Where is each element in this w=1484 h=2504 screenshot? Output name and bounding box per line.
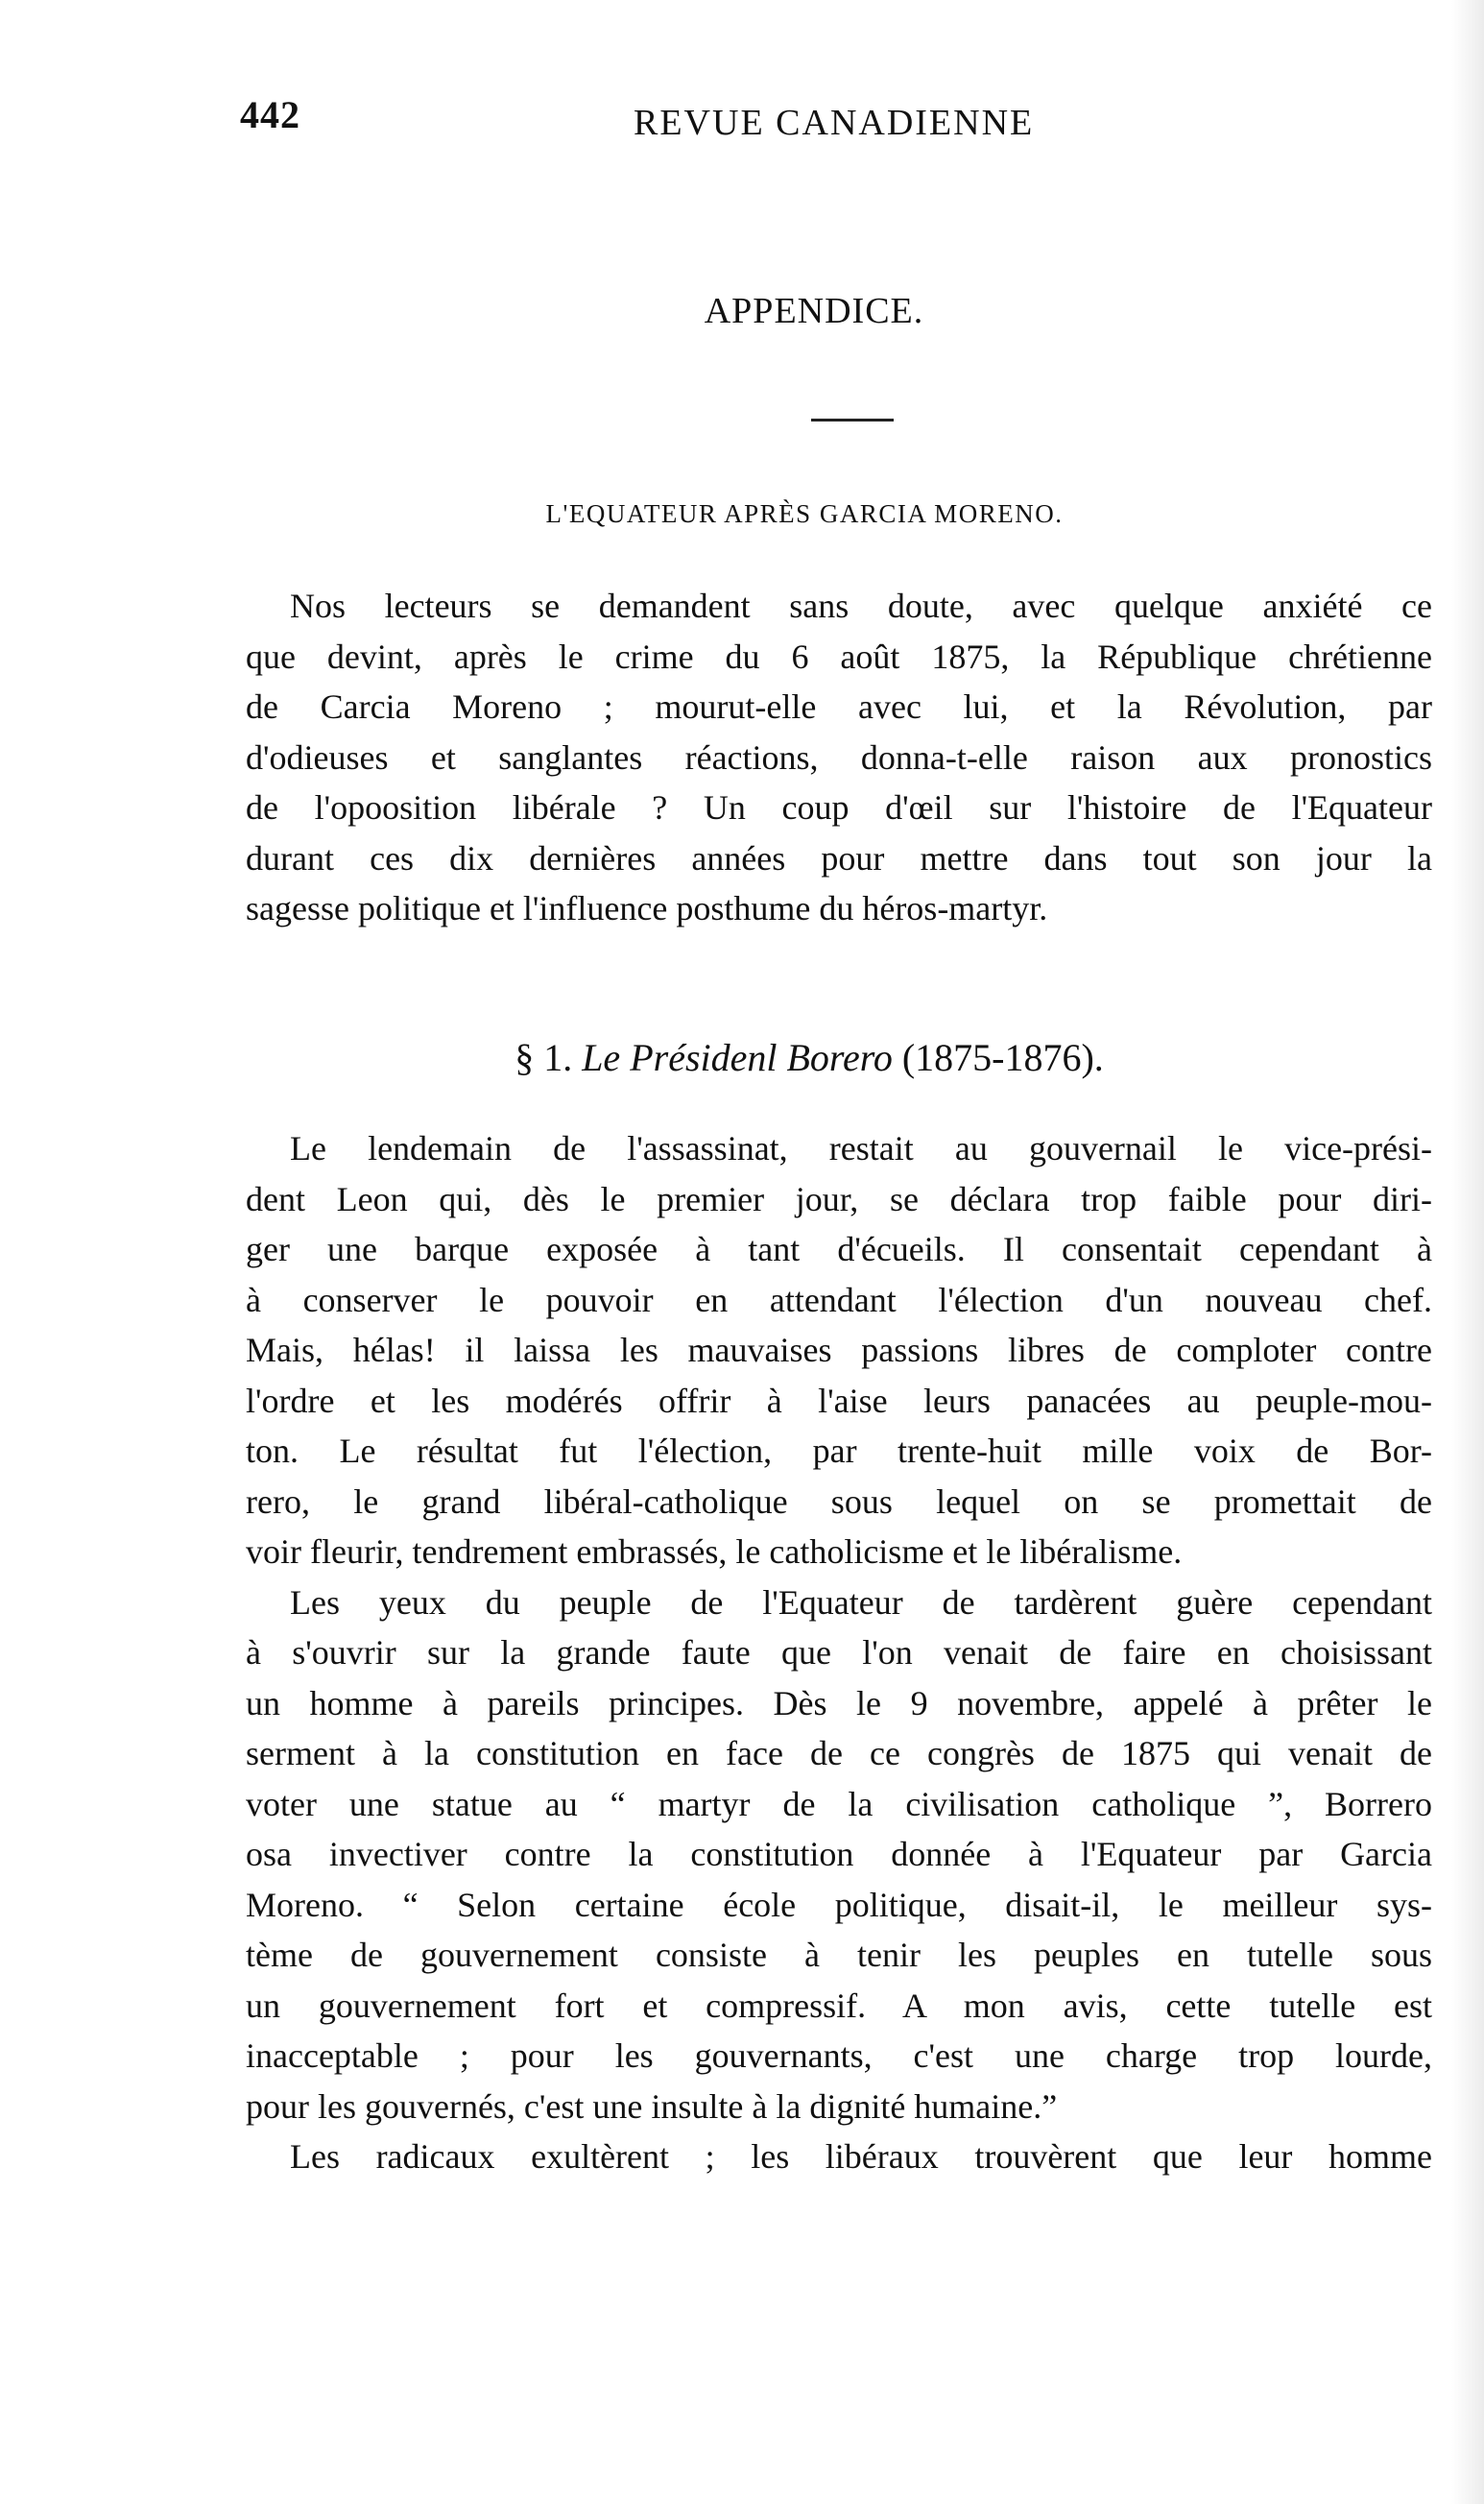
intro-paragraph <box>246 581 1432 934</box>
text-line: Les yeux du peuple de l'Equateur de tardèrent guère cependant <box>290 1582 1432 1622</box>
appendix-heading: APPENDICE. <box>704 291 924 331</box>
section-heading <box>0 1035 1484 1080</box>
text-line: Mais, hélas! il laissa les mauvaises passions libres de comploter contre <box>246 1331 1432 1369</box>
text-line: Moreno. “ Selon certaine école politique, disait-il, le meilleur sys- <box>246 1885 1432 1924</box>
body-text <box>246 1123 1432 2182</box>
article-title: L'EQUATEUR APRÈS GARCIA MORENO. <box>545 499 1064 528</box>
text-line: de Carcia Moreno ; mourut-elle avec lui, et la Révolution, par <box>246 687 1432 726</box>
journal-title: REVUE CANADIENNE <box>634 103 1035 143</box>
section-years: (1875-1876). <box>901 1036 1104 1079</box>
text-line: sagesse politique et l'influence posthume du héros-martyr. <box>246 889 1048 927</box>
text-line: ton. Le résultat fut l'élection, par trente-huit mille voix de Bor- <box>246 1432 1432 1470</box>
page-number: 442 <box>240 93 300 136</box>
text-line: ger une barque exposée à tant d'écueils. Il consentait cependant à <box>246 1230 1432 1268</box>
text-line: Le lendemain de l'assassinat, restait au gouvernail le vice-prési- <box>290 1129 1432 1168</box>
text-line: que devint, après le crime du 6 août 1875, la République chrétienne <box>246 637 1432 676</box>
section-title: Le Présidenl Borero <box>582 1036 893 1079</box>
text-line: à conserver le pouvoir en attendant l'élection d'un nouveau chef. <box>246 1280 1432 1319</box>
text-line: inacceptable ; pour les gouvernants, c'est une charge trop lourde, <box>246 2036 1432 2075</box>
text-line: durant ces dix dernières années pour mettre dans tout son jour la <box>246 838 1432 878</box>
text-line: pour les gouvernés, c'est une insulte à la dignité humaine.” <box>246 2086 1058 2126</box>
text-line: de l'opoosition libérale ? Un coup d'œil sur l'histoire de l'Equateur <box>246 788 1432 827</box>
running-head <box>240 92 1430 150</box>
text-line: dent Leon qui, dès le premier jour, se déclara trop faible pour diri- <box>246 1179 1432 1218</box>
section-number: § 1. <box>515 1036 573 1079</box>
text-line: un homme à pareils principes. Dès le 9 novembre, appelé à prêter le <box>246 1683 1432 1722</box>
text-line: à s'ouvrir sur la grande faute que l'on venait de faire en choisissant <box>246 1633 1432 1672</box>
scan-edge <box>1451 0 1484 2504</box>
text-line: rero, le grand libéral-catholique sous lequel on se promettait de <box>246 1481 1432 1521</box>
text-line: osa invectiver contre la constitution donnée à l'Equateur par Garcia <box>246 1835 1432 1873</box>
text-line: tème de gouvernement consiste à tenir les peuples en tutelle sous <box>246 1936 1432 1974</box>
text-line: voir fleurir, tendrement embrassés, le catholicisme et le libéralisme. <box>246 1532 1183 1571</box>
text-line: Nos lecteurs se demandent sans doute, avec quelque anxiété ce <box>290 587 1432 625</box>
text-line: voter une statue au “ martyr de la civilisation catholique ”, Borrero <box>246 1784 1432 1823</box>
text-line: d'odieuses et sanglantes réactions, donna-t-elle raison aux pronostics <box>246 737 1432 777</box>
text-line: l'ordre et les modérés offrir à l'aise leurs panacées au peuple-mou- <box>246 1381 1432 1420</box>
separator-rule <box>811 419 894 421</box>
text-line: un gouvernement fort et compressif. A mon avis, cette tutelle est <box>246 1986 1432 2025</box>
text-line: serment à la constitution en face de ce congrès de 1875 qui venait de <box>246 1734 1432 1772</box>
text-line: Les radicaux exultèrent ; les libéraux trouvèrent que leur homme <box>290 2137 1432 2176</box>
